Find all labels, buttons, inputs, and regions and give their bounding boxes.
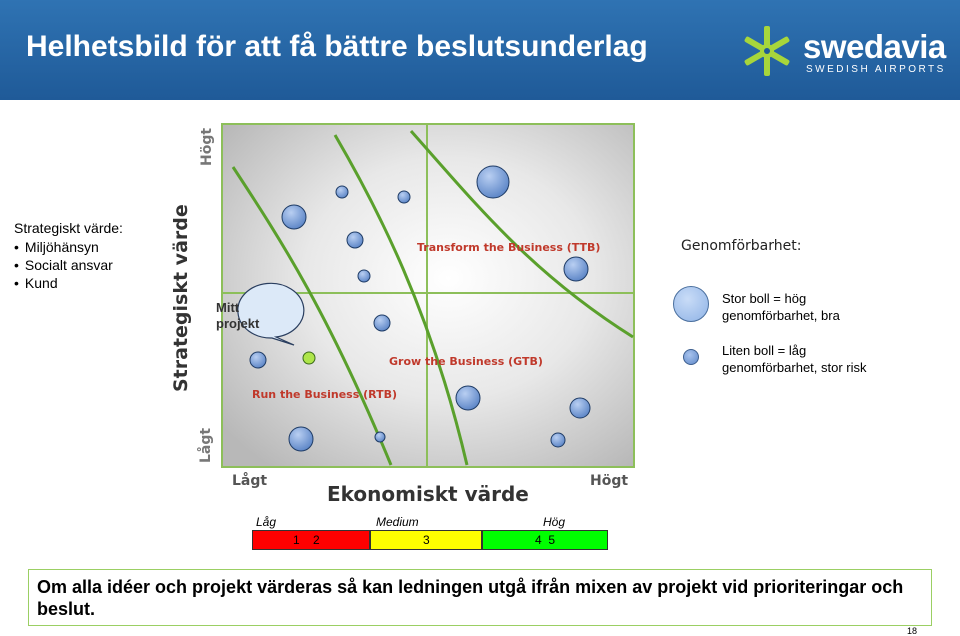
own-project-ball: [303, 352, 315, 364]
conclusion-box: [28, 569, 932, 626]
scale-label-medium: Medium: [376, 515, 419, 529]
y-axis-low-label: Lågt: [198, 427, 214, 463]
project-ball: [551, 433, 565, 447]
label-ttb: Transform the Business (TTB): [417, 241, 601, 254]
project-ball: [564, 257, 588, 281]
scale-red-text: 1 2: [293, 533, 320, 547]
big-ball-legend-icon: [673, 286, 709, 322]
list-item: • Socialt ansvar: [14, 256, 113, 274]
project-ball: [250, 352, 266, 368]
project-ball: [456, 386, 480, 410]
scale-label-high: Hög: [543, 515, 566, 529]
strategic-value-list: [14, 238, 113, 292]
big-ball-line-2: genomförbarhet, bra: [722, 308, 840, 323]
scale-yellow-text: 3: [423, 533, 430, 547]
label-gtb: Grow the Business (GTB): [389, 355, 543, 368]
project-ball: [336, 186, 348, 198]
snowflake-logo-icon: [740, 24, 794, 78]
header-bar: [0, 0, 960, 100]
feasibility-title: Genomförbarhet:: [681, 238, 802, 254]
project-ball: [374, 315, 390, 331]
scale-green-text: 4 5: [535, 533, 556, 547]
logo-wordmark: swedavia: [803, 28, 946, 65]
logo-subtitle: SWEDISH AIRPORTS: [806, 64, 946, 75]
project-ball: [398, 191, 410, 203]
scale-red-segment: [252, 530, 370, 550]
project-ball: [570, 398, 590, 418]
small-ball-legend-icon: [683, 349, 699, 365]
callout-text-line-1: Mitt: [216, 300, 240, 315]
scale-green-segment: [482, 530, 608, 550]
big-ball-description: [722, 290, 840, 324]
project-ball: [289, 427, 313, 451]
page-number: 18: [907, 626, 918, 636]
small-ball-line-2: genomförbarhet, stor risk: [722, 360, 867, 375]
big-ball-line-1: Stor boll = hög: [722, 291, 807, 306]
list-item: • Miljöhänsyn: [14, 238, 113, 256]
callout-text-line-2: projekt: [216, 316, 260, 331]
strategic-value-heading: Strategiskt värde:: [14, 220, 123, 236]
y-axis-high-label: Högt: [199, 127, 215, 166]
small-ball-line-1: Liten boll = låg: [722, 343, 807, 358]
own-project-callout-text: [216, 300, 259, 332]
conclusion-text: Om alla idéer och projekt värderas så kan ledningen utgå ifrån mixen av projekt vid prioriteringar och beslut.: [37, 577, 904, 619]
small-ball-description: [722, 342, 867, 376]
x-axis-low-label: Lågt: [232, 473, 268, 489]
project-ball: [347, 232, 363, 248]
scale-yellow-segment: [370, 530, 482, 550]
page-title: Helhetsbild för att få bättre beslutsunderlag: [26, 30, 648, 63]
list-item: • Kund: [14, 274, 113, 292]
y-axis-title: Strategiskt värde: [170, 204, 192, 392]
x-axis-title: Ekonomiskt värde: [327, 482, 529, 506]
scale-label-low: Låg: [256, 515, 277, 529]
label-rtb: Run the Business (RTB): [252, 388, 398, 401]
project-ball: [375, 432, 385, 442]
project-ball: [358, 270, 370, 282]
portfolio-matrix: [221, 123, 635, 468]
project-ball: [282, 205, 306, 229]
x-axis-high-label: Högt: [590, 473, 629, 489]
project-ball: [477, 166, 509, 198]
